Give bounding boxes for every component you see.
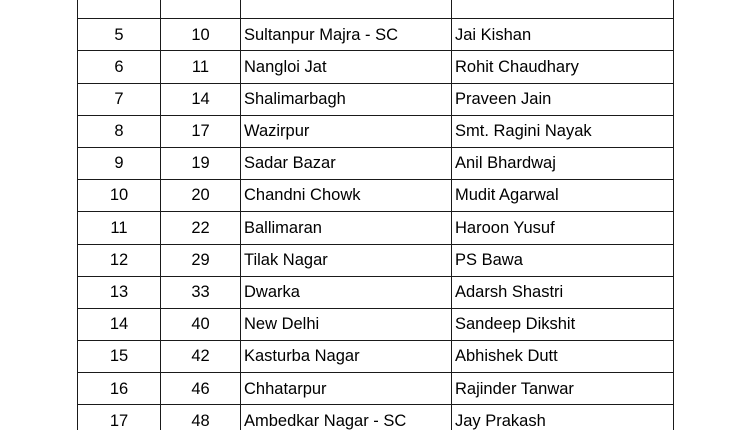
table-row [78,147,674,179]
constituency-name-cell: Dwarka [241,276,452,308]
candidate-name-cell: Anil Bhardwaj [452,147,674,179]
serial-number-cell: 7 [78,83,161,115]
candidate-name-cell: Rajinder Tanwar [452,373,674,405]
serial-number-cell: 13 [78,276,161,308]
constituency-name-cell: Chandni Chowk [241,180,452,212]
serial-number-cell: 6 [78,51,161,83]
constituency-number-cell: 10 [161,19,241,51]
constituency-number-cell: 40 [161,308,241,340]
constituency-name-cell: Sultanpur Majra - SC [241,19,452,51]
serial-number-cell: 5 [78,19,161,51]
constituency-number-cell: 22 [161,212,241,244]
constituency-name-cell: Nangloi Jat [241,51,452,83]
candidate-name-cell: Sandeep Dikshit [452,308,674,340]
constituency-number-cell: 42 [161,341,241,373]
table-row [78,373,674,405]
serial-number-cell: 12 [78,244,161,276]
constituency-name-cell: Ballimaran [241,212,452,244]
candidate-name-cell: Praveen Jain [452,83,674,115]
serial-number-cell: 10 [78,180,161,212]
table-row [78,115,674,147]
constituency-number-cell: 19 [161,147,241,179]
constituency-number-cell: 46 [161,373,241,405]
constituency-name-cell: Chhatarpur [241,373,452,405]
table-row [78,276,674,308]
constituency-number-cell: 17 [161,115,241,147]
serial-number-cell: 14 [78,308,161,340]
candidate-table [77,0,674,430]
candidate-name-cell: Abhishek Dutt [452,341,674,373]
serial-number-cell: 9 [78,147,161,179]
serial-number-cell: 8 [78,115,161,147]
candidate-name-cell: Adarsh Shastri [452,276,674,308]
constituency-number-cell: 20 [161,180,241,212]
candidate-name-cell: Smt. Ragini Nayak [452,115,674,147]
table-row [78,308,674,340]
table-row [78,341,674,373]
constituency-name-cell: Ambedkar Nagar - SC [241,405,452,430]
candidate-name-cell: Rohit Chaudhary [452,51,674,83]
constituency-name-cell: Sadar Bazar [241,147,452,179]
constituency-name-cell: New Delhi [241,308,452,340]
constituency-number-cell: 48 [161,405,241,430]
constituency-number-cell: 33 [161,276,241,308]
serial-number-cell: 15 [78,341,161,373]
table-row [78,83,674,115]
table-row [78,212,674,244]
candidate-name-cell [452,0,674,19]
candidate-name-cell: Haroon Yusuf [452,212,674,244]
candidate-name-cell: PS Bawa [452,244,674,276]
constituency-number-cell: 29 [161,244,241,276]
constituency-name-cell: Shalimarbagh [241,83,452,115]
table-row [78,244,674,276]
table-row [78,405,674,430]
serial-number-cell [78,0,161,19]
candidate-name-cell: Mudit Agarwal [452,180,674,212]
constituency-name-cell: Kasturba Nagar [241,341,452,373]
serial-number-cell: 11 [78,212,161,244]
candidate-table-body [78,0,674,430]
constituency-number-cell: 11 [161,51,241,83]
table-row [78,0,674,19]
candidate-name-cell: Jai Kishan [452,19,674,51]
constituency-name-cell: Wazirpur [241,115,452,147]
constituency-name-cell: Tilak Nagar [241,244,452,276]
constituency-number-cell: 14 [161,83,241,115]
constituency-number-cell [161,0,241,19]
table-row [78,51,674,83]
serial-number-cell: 16 [78,373,161,405]
table-row [78,180,674,212]
constituency-name-cell [241,0,452,19]
serial-number-cell: 17 [78,405,161,430]
table-row [78,19,674,51]
candidate-name-cell: Jay Prakash [452,405,674,430]
